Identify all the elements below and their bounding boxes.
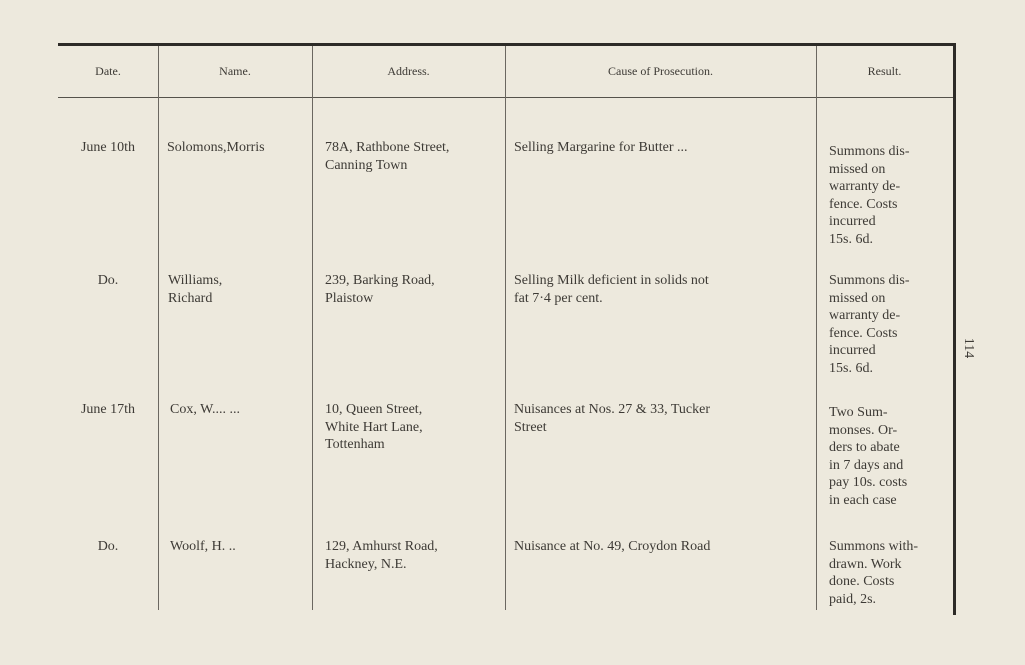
table-row-result: Summons dis- missed on warranty de- fence. Costs incurred 15s. 6d. <box>829 144 910 247</box>
table-row-name: Williams, Richard <box>168 273 223 306</box>
table-row-cause: Nuisance at No. 49, Croydon Road <box>514 539 711 554</box>
header-name: Name. <box>219 64 251 78</box>
table-row-result: Two Sum- monses. Or- ders to abate in 7 days and pay 10s. costs in each case <box>829 405 908 508</box>
table-row-address: 10, Queen Street, White Hart Lane, Tottenham <box>325 402 423 452</box>
header-date: Date. <box>95 64 121 78</box>
table-row-name: Cox, W.... ... <box>170 402 241 417</box>
table-row-name: Solomons,Morris <box>167 140 265 155</box>
table-row-address: 239, Barking Road, Plaistow <box>325 273 435 306</box>
table-row-date: June 17th <box>80 402 136 417</box>
column-divider <box>505 46 506 610</box>
column-divider <box>158 46 159 610</box>
table-row-date: Do. <box>97 273 119 288</box>
table-row-address: 129, Amhurst Road, Hackney, N.E. <box>325 539 438 572</box>
table-row-cause: Nuisances at Nos. 27 & 33, Tucker Street <box>514 402 710 435</box>
table-row-name: Woolf, H. .. <box>170 539 236 554</box>
table-row-address: 78A, Rathbone Street, Canning Town <box>325 140 450 173</box>
header-cause: Cause of Prosecution. <box>608 64 713 78</box>
column-divider <box>816 46 817 610</box>
table-row-date: Do. <box>97 539 119 554</box>
header-result: Result. <box>867 64 902 78</box>
table-row-cause: Selling Milk deficient in solids not fat 7·4 per cent. <box>514 273 709 306</box>
table-row-result: Summons with- drawn. Work done. Costs paid, 2s. <box>829 539 919 607</box>
page-number: 114 <box>961 337 976 359</box>
header-address: Address. <box>387 64 430 78</box>
table-right-rule <box>953 45 956 615</box>
table-row-cause: Selling Margarine for Butter ... <box>514 140 688 155</box>
column-divider <box>312 46 313 610</box>
table-row-result: Summons dis- missed on warranty de- fence. Costs incurred 15s. 6d. <box>829 273 910 376</box>
table-row-date: June 10th <box>80 140 136 155</box>
